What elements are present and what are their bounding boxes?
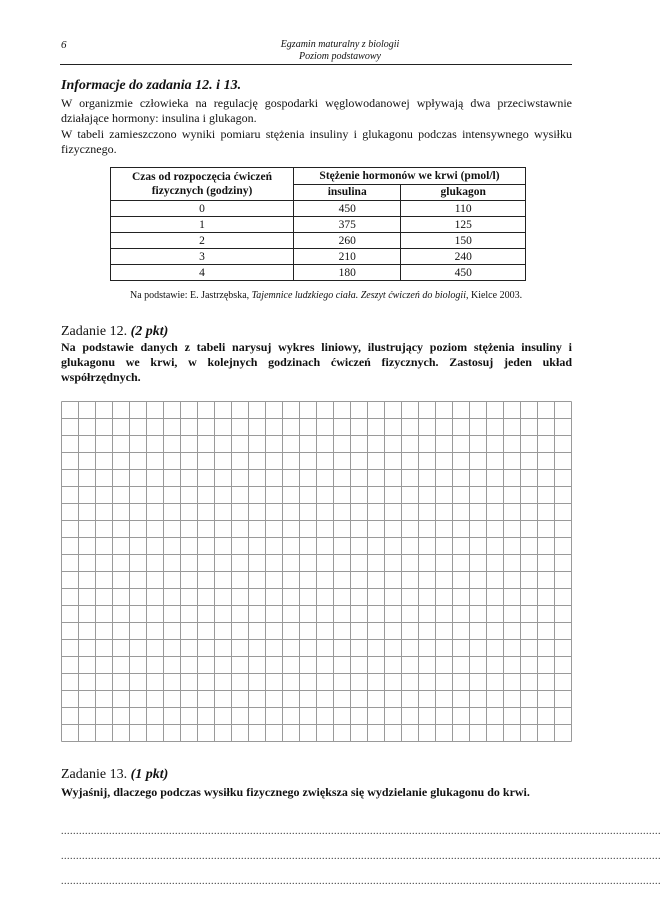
exam-title: Egzamin maturalny z biologii bbox=[280, 39, 400, 50]
task-13-points: (1 pkt) bbox=[130, 767, 169, 782]
insulin-column-header: insulina bbox=[294, 184, 401, 201]
time-column-header: Czas od rozpoczęcia ćwiczeń fizycznych (godziny) bbox=[111, 168, 294, 201]
time-cell: 1 bbox=[111, 217, 294, 233]
table-source bbox=[130, 290, 522, 301]
source-prefix: Na podstawie: E. Jastrzębska, bbox=[130, 290, 252, 301]
time-cell: 0 bbox=[111, 201, 294, 217]
answer-line[interactable]: ........................................................................................................................................................................................................ bbox=[61, 851, 661, 862]
page-number: 6 bbox=[61, 39, 67, 51]
answer-line[interactable]: ........................................................................................................................................................................................................ bbox=[61, 876, 661, 887]
insulin-cell: 180 bbox=[294, 265, 401, 281]
task-12-instruction: Na podstawie danych z tabeli narysuj wykres liniowy, ilustrujący poziom stężenia insuliny i glukagonu we krwi, w kolejnych godzinach ćwiczeń fizycznych. Zastosuj jeden układ współrzędnych. bbox=[61, 340, 572, 384]
source-title: Tajemnice ludzkiego ciała. Zeszyt ćwiczeń do biologii bbox=[251, 290, 466, 301]
source-suffix: , Kielce 2003. bbox=[465, 290, 523, 301]
info-heading: Informacje do zadania 12. i 13. bbox=[61, 78, 242, 93]
time-cell: 2 bbox=[111, 233, 294, 249]
glucagon-cell: 125 bbox=[401, 217, 526, 233]
task-13-heading bbox=[61, 767, 168, 783]
table-row bbox=[111, 217, 526, 233]
answer-line[interactable]: ........................................................................................................................................................................................................ bbox=[61, 826, 661, 837]
info-paragraph-1: W organizmie człowieka na regulację gospodarki węglowodanowej wpływają dwa przeciwstawnie działające hormony: insulina i glukagon. bbox=[61, 96, 572, 125]
exam-level: Poziom podstawowy bbox=[299, 51, 381, 62]
insulin-cell: 260 bbox=[294, 233, 401, 249]
insulin-cell: 450 bbox=[294, 201, 401, 217]
time-cell: 4 bbox=[111, 265, 294, 281]
task-12-heading bbox=[61, 324, 168, 340]
header-divider bbox=[60, 64, 572, 65]
graph-grid[interactable] bbox=[60, 400, 574, 747]
info-paragraph-2: W tabeli zamieszczono wyniki pomiaru stężenia insuliny i glukagonu podczas intensywnego wysiłku fizycznego. bbox=[61, 127, 572, 156]
table-row bbox=[111, 233, 526, 249]
task-13-label: Zadanie 13. bbox=[61, 767, 128, 782]
glucagon-cell: 240 bbox=[401, 249, 526, 265]
exam-header bbox=[200, 39, 480, 63]
hormone-table bbox=[110, 167, 526, 281]
time-cell: 3 bbox=[111, 249, 294, 265]
glucagon-cell: 450 bbox=[401, 265, 526, 281]
task-13-question: Wyjaśnij, dlaczego podczas wysiłku fizycznego zwiększa się wydzielanie glukagonu do krwi. bbox=[61, 785, 530, 799]
table-row bbox=[111, 265, 526, 281]
glucagon-cell: 110 bbox=[401, 201, 526, 217]
table-row bbox=[111, 201, 526, 217]
glucagon-column-header: glukagon bbox=[401, 184, 526, 201]
task-12-label: Zadanie 12. bbox=[61, 324, 128, 339]
insulin-cell: 210 bbox=[294, 249, 401, 265]
insulin-cell: 375 bbox=[294, 217, 401, 233]
task-12-points: (2 pkt) bbox=[130, 324, 169, 339]
table-row bbox=[111, 249, 526, 265]
concentration-group-header: Stężenie hormonów we krwi (pmol/l) bbox=[294, 168, 526, 185]
glucagon-cell: 150 bbox=[401, 233, 526, 249]
